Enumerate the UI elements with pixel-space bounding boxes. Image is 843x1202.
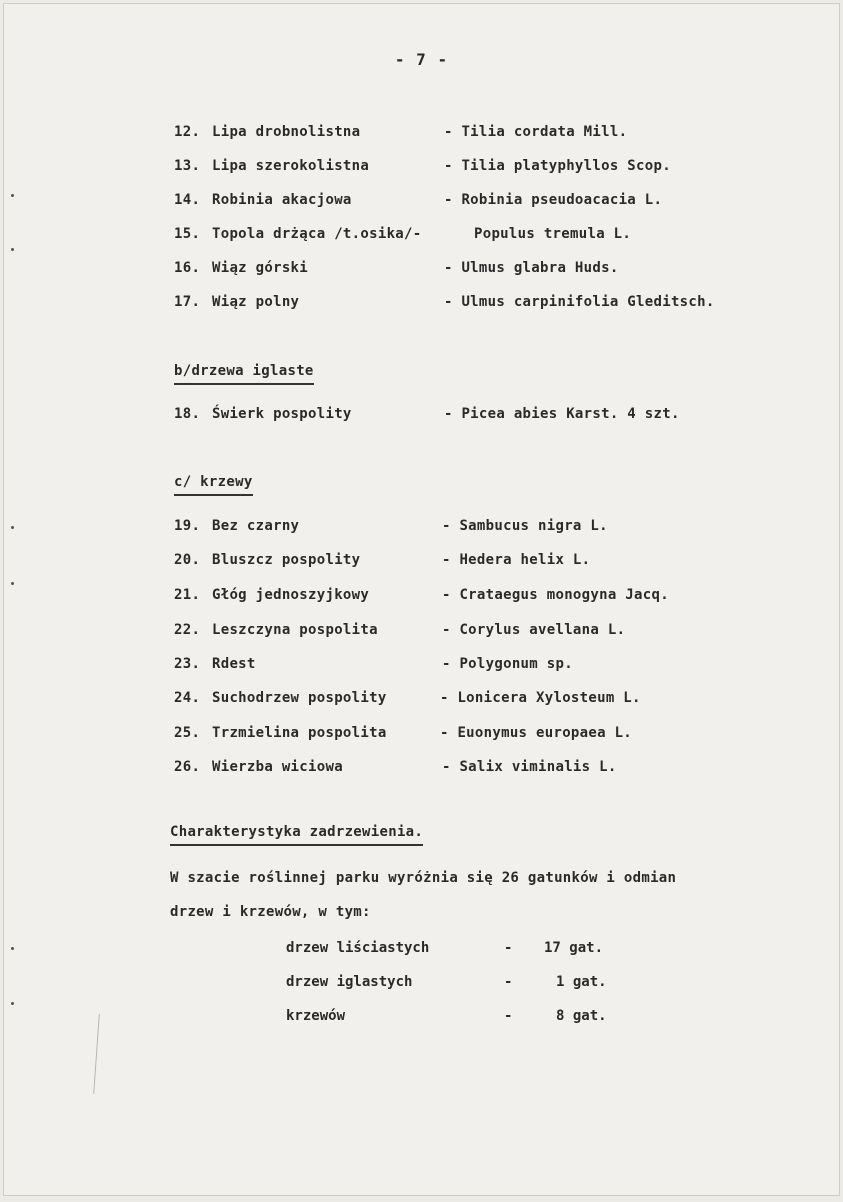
species-latin-name: - Picea abies Karst. 4 szt. xyxy=(444,406,680,422)
summary-row xyxy=(4,971,839,993)
summary-label: krzewów xyxy=(286,1008,346,1024)
summary-label: drzew liściastych xyxy=(286,940,430,956)
species-latin-name: - Tilia cordata Mill. xyxy=(444,124,628,140)
species-latin-name: - Ulmus glabra Huds. xyxy=(444,260,619,276)
species-latin-name: - Robinia pseudoacacia L. xyxy=(444,192,663,208)
species-number: 25. xyxy=(174,725,201,741)
paragraph-line: drzew i krzewów, w tym: xyxy=(170,904,371,920)
section-heading-characteristics: Charakterystyka zadrzewienia. xyxy=(170,824,423,846)
summary-row xyxy=(4,1005,839,1027)
species-latin-name: - Polygonum sp. xyxy=(442,656,573,672)
species-polish-name: Lipa szerokolistna xyxy=(212,158,370,174)
species-number: 14. xyxy=(174,192,201,208)
species-polish-name: Topola drżąca /t.osika/- xyxy=(212,226,422,242)
summary-dash: - xyxy=(504,940,513,956)
species-number: 16. xyxy=(174,260,201,276)
species-latin-name: - Euonymus europaea L. xyxy=(440,725,633,741)
species-polish-name: Leszczyna pospolita xyxy=(212,622,378,638)
document-page xyxy=(3,3,840,1196)
section-heading-shrubs: c/ krzewy xyxy=(174,474,253,496)
summary-value: 1 gat. xyxy=(556,974,607,990)
species-polish-name: Głóg jednoszyjkowy xyxy=(212,587,370,603)
species-latin-name: - Sambucus nigra L. xyxy=(442,518,608,534)
species-latin-name: - Ulmus carpinifolia Gleditsch. xyxy=(444,294,715,310)
species-polish-name: Trzmielina pospolita xyxy=(212,725,387,741)
species-latin-name: - Tilia platyphyllos Scop. xyxy=(444,158,671,174)
species-number: 24. xyxy=(174,690,201,706)
species-polish-name: Rdest xyxy=(212,656,256,672)
summary-value: 17 gat. xyxy=(544,940,604,956)
species-latin-name: - Lonicera Xylosteum L. xyxy=(440,690,641,706)
species-number: 19. xyxy=(174,518,201,534)
species-number: 21. xyxy=(174,587,201,603)
species-number: 13. xyxy=(174,158,201,174)
species-number: 20. xyxy=(174,552,201,568)
species-latin-name: - Crataegus monogyna Jacq. xyxy=(442,587,669,603)
species-number: 26. xyxy=(174,759,201,775)
summary-row xyxy=(4,937,839,959)
species-polish-name: Świerk pospolity xyxy=(212,406,352,422)
punch-mark xyxy=(11,194,14,197)
species-latin-name: - Hedera helix L. xyxy=(442,552,591,568)
species-latin-name: - Corylus avellana L. xyxy=(442,622,626,638)
summary-dash: - xyxy=(504,1008,513,1024)
species-polish-name: Bez czarny xyxy=(212,518,300,534)
page-number: - 7 - xyxy=(394,50,449,69)
paragraph-line: W szacie roślinnej parku wyróżnia się 26 gatunków i odmian xyxy=(170,870,677,886)
punch-mark xyxy=(11,582,14,585)
species-number: 18. xyxy=(174,406,201,422)
species-polish-name: Bluszcz pospolity xyxy=(212,552,361,568)
species-number: 23. xyxy=(174,656,201,672)
species-number: 15. xyxy=(174,226,201,242)
species-polish-name: Wiąz polny xyxy=(212,294,300,310)
section-heading-conifers: b/drzewa iglaste xyxy=(174,363,314,385)
species-polish-name: Lipa drobnolistna xyxy=(212,124,361,140)
species-latin-name: Populus tremula L. xyxy=(474,226,632,242)
species-number: 12. xyxy=(174,124,201,140)
summary-value: 8 gat. xyxy=(556,1008,607,1024)
species-polish-name: Suchodrzew pospolity xyxy=(212,690,387,706)
species-number: 22. xyxy=(174,622,201,638)
species-number: 17. xyxy=(174,294,201,310)
summary-label: drzew iglastych xyxy=(286,974,413,990)
species-polish-name: Robinia akacjowa xyxy=(212,192,352,208)
species-polish-name: Wiąz górski xyxy=(212,260,309,276)
punch-mark xyxy=(11,248,14,251)
summary-dash: - xyxy=(504,974,513,990)
punch-mark xyxy=(11,526,14,529)
species-latin-name: - Salix viminalis L. xyxy=(442,759,617,775)
species-polish-name: Wierzba wiciowa xyxy=(212,759,343,775)
